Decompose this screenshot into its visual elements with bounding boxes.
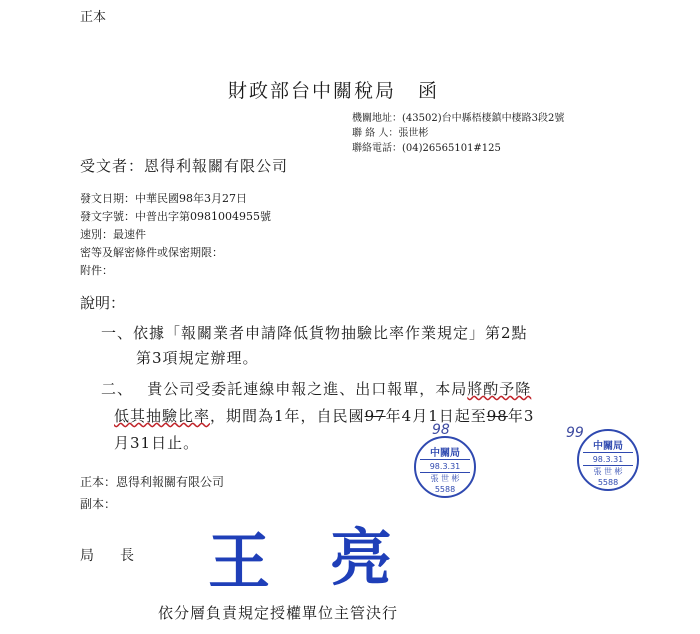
item-2-line-2 — [114, 405, 534, 426]
item-1-line-1: 一、依據「報關業者申請降低貨物抽驗比率作業規定」第2點 — [101, 324, 528, 342]
stamp-office: 中關局 — [430, 448, 460, 459]
stamp-name: 張 世 彬 — [593, 467, 623, 476]
item-2-text: 年4月1日起至 — [385, 407, 487, 425]
signature-seal: 王 — [208, 525, 271, 598]
handwritten-correction: 99 — [566, 425, 584, 441]
original-copy-line: 正本：恩得利報關有限公司 — [80, 475, 225, 489]
explanation-heading: 說明： — [80, 294, 126, 312]
item-1-line-2: 第3項規定辦理。 — [136, 349, 259, 367]
agency-address: 機關地址：(43502)台中縣梧棲鎮中棲路3段2號 — [352, 113, 565, 124]
stamp-date: 98.3.31 — [429, 462, 461, 471]
stamp-code: 5588 — [597, 478, 619, 487]
item-2-line-3: 月31日止。 — [114, 434, 200, 452]
item-2-text: 年3 — [507, 407, 535, 425]
stamp-divider — [420, 459, 470, 460]
document-number: 發文字號：中普出字第0981004955號 — [80, 210, 271, 223]
stamp-office: 中關局 — [593, 441, 623, 452]
secrecy-level: 密等及解密條件或保密期限： — [80, 246, 223, 259]
underlined-phrase: 低其抽驗比率 — [114, 407, 211, 425]
document-type: 函 — [418, 80, 440, 102]
authorization-note: 依分層負責規定授權單位主管決行 — [158, 604, 399, 622]
struck-year: 97 — [364, 407, 386, 425]
delivery-speed: 速別：最速件 — [80, 228, 146, 241]
item-2-text: ，期間為1年，自民國 — [210, 407, 365, 425]
handwritten-correction: 98 — [432, 422, 450, 438]
contact-phone: 聯絡電話：(04)26565101#125 — [352, 143, 501, 154]
stamp-date: 98.3.31 — [592, 455, 624, 464]
recipient-line: 受文者：恩得利報關有限公司 — [80, 157, 289, 175]
attachments: 附件： — [80, 264, 113, 277]
struck-year: 98 — [486, 407, 508, 425]
copy-mark: 正本 — [80, 10, 107, 25]
contact-person: 聯 絡 人：張世彬 — [352, 128, 429, 139]
stamp-code: 5588 — [434, 485, 456, 494]
underlined-phrase: 將酌予降 — [467, 380, 532, 398]
agency-name: 財政部台中關稅局 — [228, 80, 397, 102]
chief-title: 局長 — [80, 548, 160, 564]
item-2-text: 二、 貴公司受委託連線申報之進、出口報單，本局 — [101, 380, 468, 398]
date-stamp — [414, 436, 476, 498]
stamp-divider — [583, 452, 633, 453]
duplicate-copy-line: 副本： — [80, 497, 117, 511]
item-2-line-1 — [101, 378, 531, 399]
stamp-name: 張 世 彬 — [430, 474, 460, 483]
signature-seal: 亮 — [330, 521, 393, 594]
document-title — [228, 76, 439, 103]
issue-date: 發文日期：中華民國98年3月27日 — [80, 192, 247, 205]
date-stamp — [577, 429, 639, 491]
